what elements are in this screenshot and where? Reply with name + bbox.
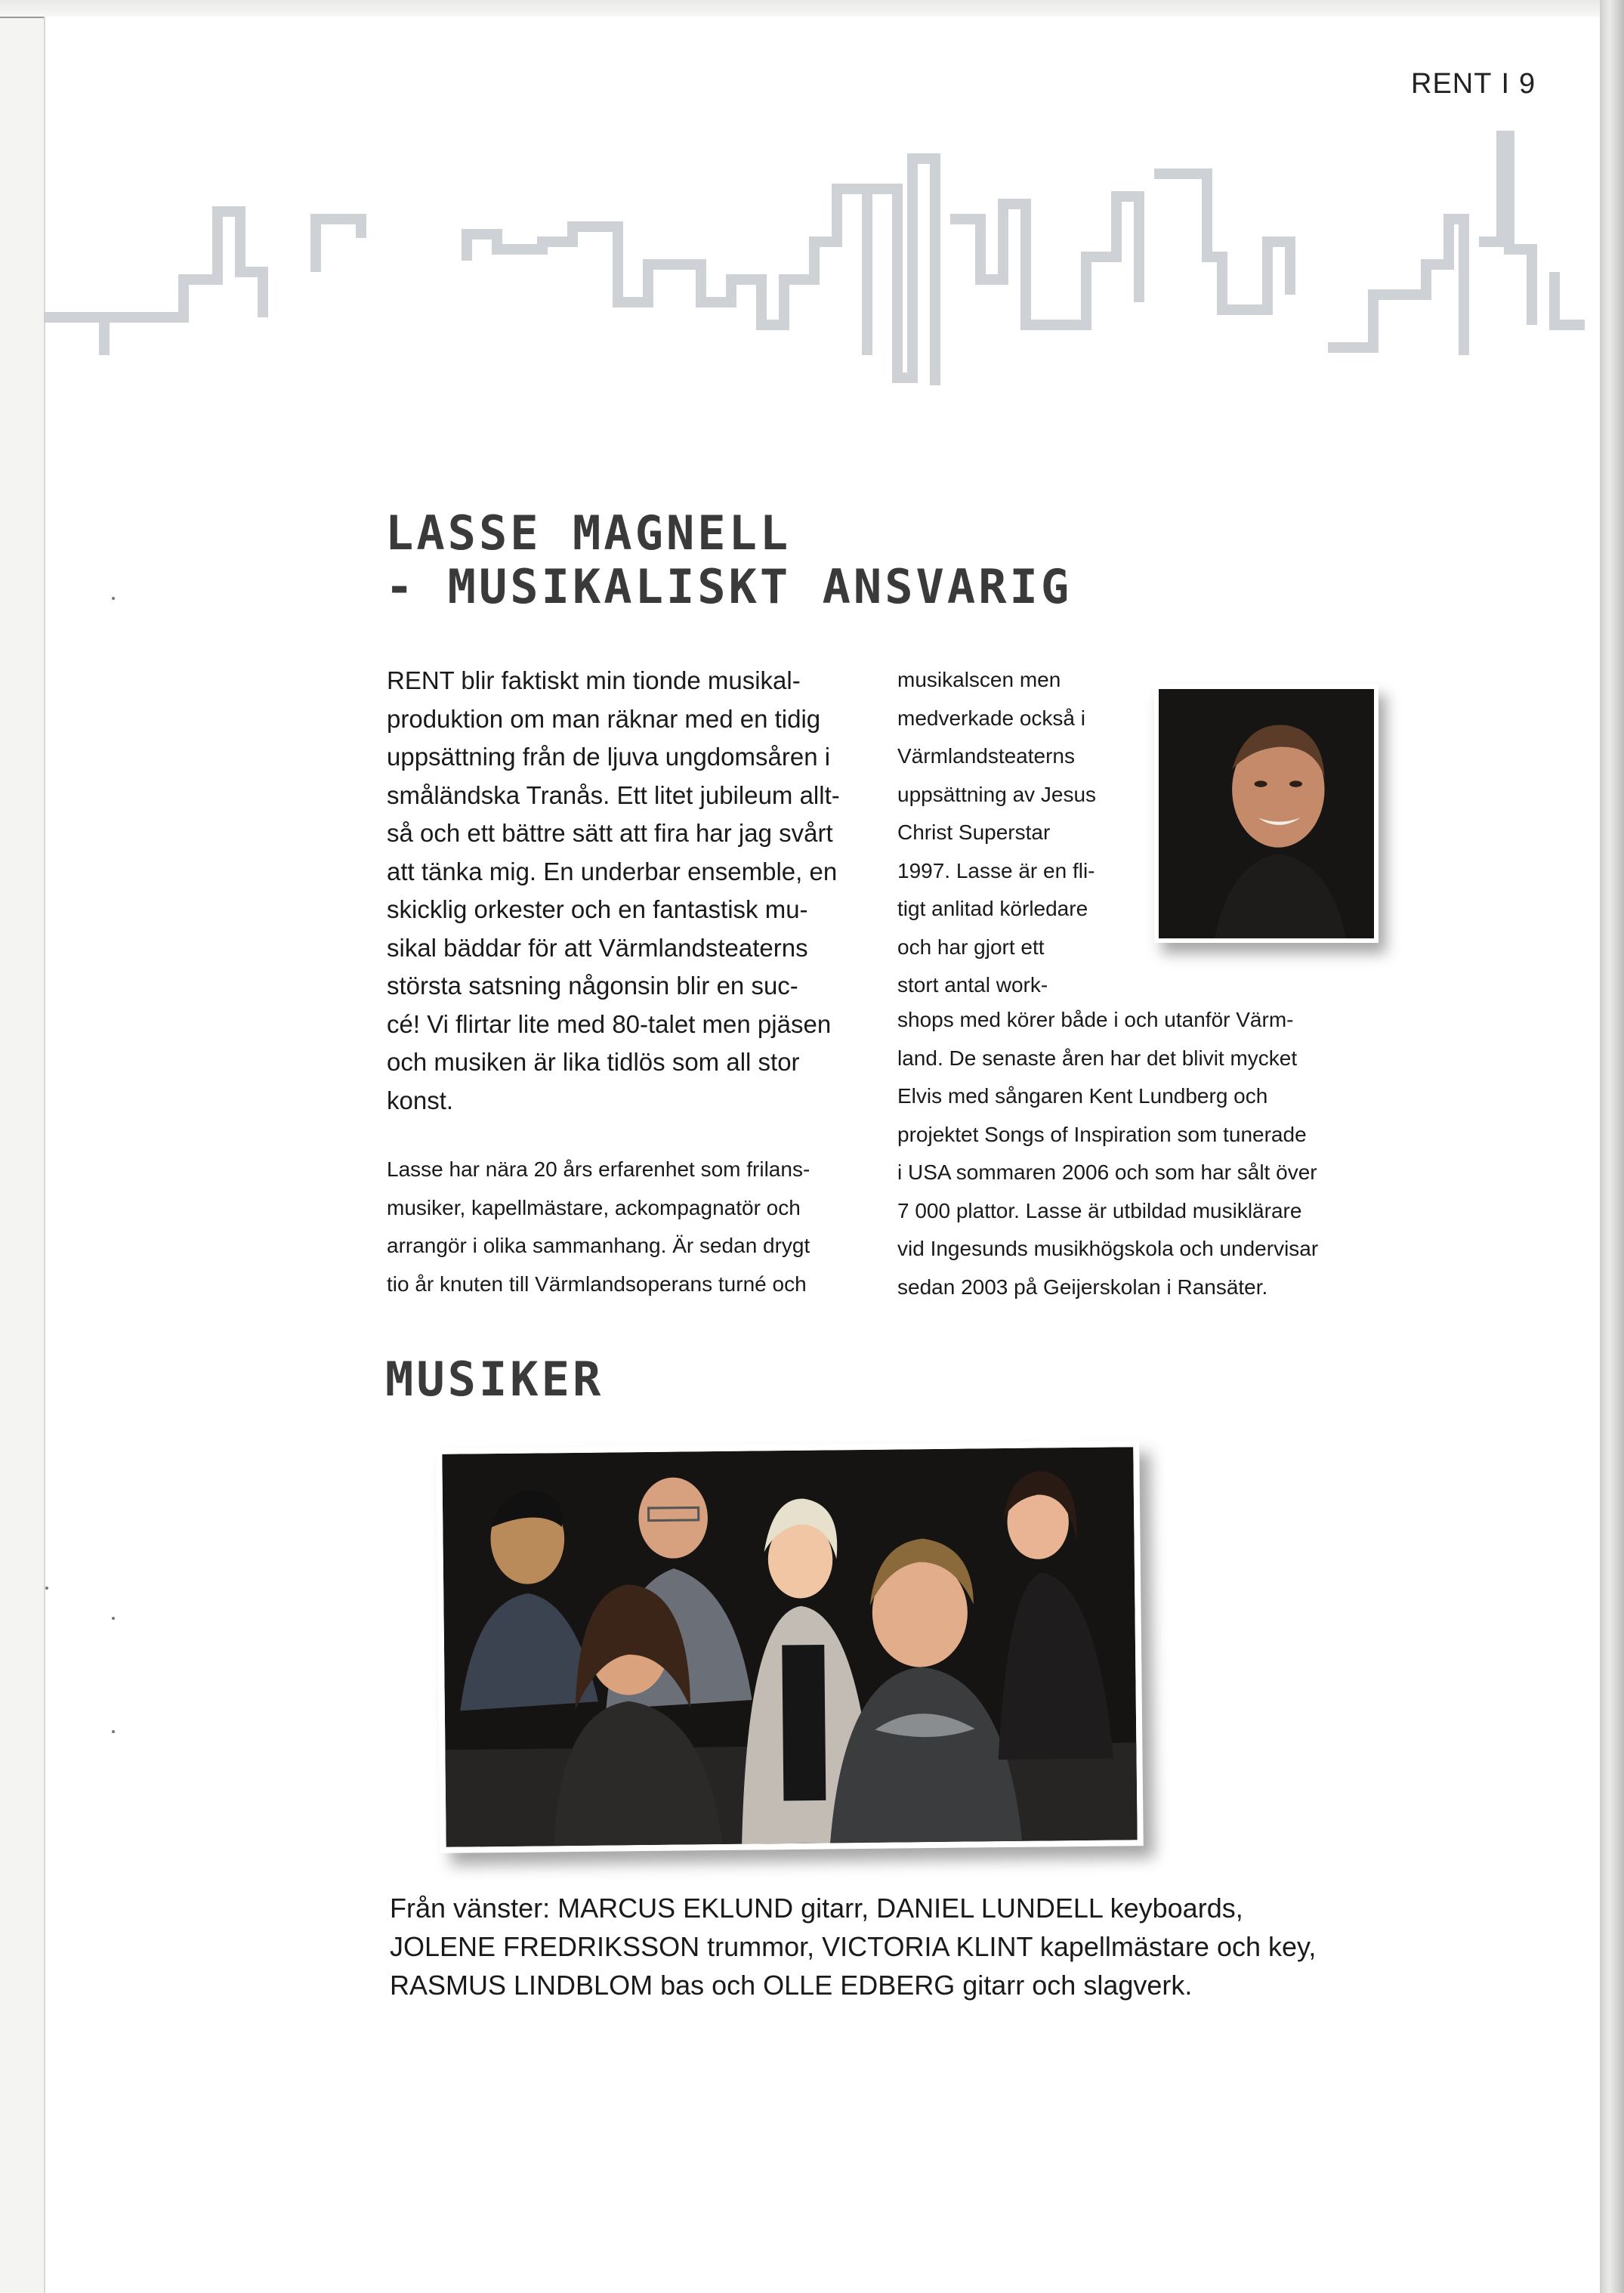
text-line: Lasse har nära 20 års erfarenhet som frilans- xyxy=(387,1157,810,1181)
text-line: arrangör i olika sammanhang. Är sedan drygt xyxy=(387,1234,810,1257)
running-title: RENT xyxy=(1411,68,1493,100)
scan-speck xyxy=(45,1587,48,1590)
band-photo-frame xyxy=(436,1441,1144,1853)
text-line: och har gjort ett xyxy=(897,935,1045,959)
text-line: Elvis med sångaren Kent Lundberg och xyxy=(897,1084,1268,1108)
bio-column-2-bottom xyxy=(897,1001,1318,1306)
text-line: projektet Songs of Inspiration som tunerade xyxy=(897,1122,1307,1146)
section-heading-lasse-magnell xyxy=(385,506,1072,614)
text-line: sikal bäddar för att Värmlandsteaterns xyxy=(387,933,808,962)
text-line: att tänka mig. En underbar ensemble, en xyxy=(387,857,838,885)
text-line: medverkade också i xyxy=(897,706,1086,730)
city-skyline-graphic xyxy=(44,128,1600,468)
text-line: RENT blir faktiskt min tionde musikal- xyxy=(387,666,801,694)
bio-column-2-top xyxy=(897,661,1096,1005)
text-line: tigt anlitad körledare xyxy=(897,897,1088,920)
bio-column-1 xyxy=(387,1151,810,1303)
text-line: skicklig orkester och en fantastisk mu- xyxy=(387,895,808,923)
page-header xyxy=(1411,68,1536,100)
text-line: 7 000 plattor. Lasse är utbildad musiklärare xyxy=(897,1198,1302,1222)
caption-line: Från vänster: MARCUS EKLUND gitarr, DANIEL LUNDELL keyboards, xyxy=(390,1893,1243,1924)
text-line: största satsning någonsin blir en suc- xyxy=(387,972,798,1000)
text-line: musiker, kapellmästare, ackompagnatör och xyxy=(387,1195,801,1219)
text-line: musikalscen men xyxy=(897,668,1061,691)
text-line: cé! Vi flirtar lite med 80-talet men pjäsen xyxy=(387,1009,832,1038)
lead-paragraph xyxy=(387,662,870,1120)
caption-line: RASMUS LINDBLOM bas och OLLE EDBERG gitarr och slagverk. xyxy=(390,1970,1193,2001)
text-line: så och ett bättre sätt att fira har jag svårt xyxy=(387,819,833,847)
scan-speck xyxy=(112,1730,115,1733)
text-line: Christ Superstar xyxy=(897,820,1051,844)
text-line: konst. xyxy=(387,1086,454,1114)
scan-speck xyxy=(112,597,115,600)
text-line: i USA sommaren 2006 och som har sålt över xyxy=(897,1160,1317,1184)
header-separator: I xyxy=(1501,68,1511,100)
page-number: 9 xyxy=(1519,68,1536,100)
text-line: 1997. Lasse är en fli- xyxy=(897,858,1095,882)
text-line: och musiken är lika tidlös som all stor xyxy=(387,1048,800,1076)
text-line: sedan 2003 på Geijerskolan i Ransäter. xyxy=(897,1275,1268,1299)
text-line: stort antal work- xyxy=(897,973,1048,997)
portrait-photo xyxy=(1159,689,1374,938)
section-heading-musiker: MUSIKER xyxy=(385,1352,604,1407)
portrait-photo-frame xyxy=(1154,685,1379,943)
text-line: uppsättning från de ljuva ungdomsåren i xyxy=(387,743,831,771)
caption-line: JOLENE FREDRIKSSON trummor, VICTORIA KLINT kapellmästare och key, xyxy=(390,1931,1317,1962)
text-line: vid Ingesunds musikhögskola och undervisar xyxy=(897,1237,1319,1260)
text-line: Värmlandsteaterns xyxy=(897,744,1076,768)
band-photo xyxy=(442,1447,1137,1847)
text-line: uppsättning av Jesus xyxy=(897,782,1097,806)
scan-top-edge xyxy=(0,0,1624,18)
text-line: shops med körer både i och utanför Värm- xyxy=(897,1008,1294,1031)
text-line: småländska Tranås. Ett litet jubileum allt- xyxy=(387,780,840,809)
heading-role: - MUSIKALISKT ANSVARIG xyxy=(385,559,1073,615)
text-line: produktion om man räknar med en tidig xyxy=(387,704,821,733)
heading-name: LASSE MAGNELL xyxy=(385,505,792,561)
scan-speck xyxy=(112,1617,115,1620)
text-line: land. De senaste åren har det blivit mycket xyxy=(897,1046,1298,1070)
band-photo-caption xyxy=(390,1889,1372,2004)
scan-right-edge xyxy=(1600,0,1624,2293)
text-line: tio år knuten till Värmlandsoperans turné och xyxy=(387,1272,807,1296)
